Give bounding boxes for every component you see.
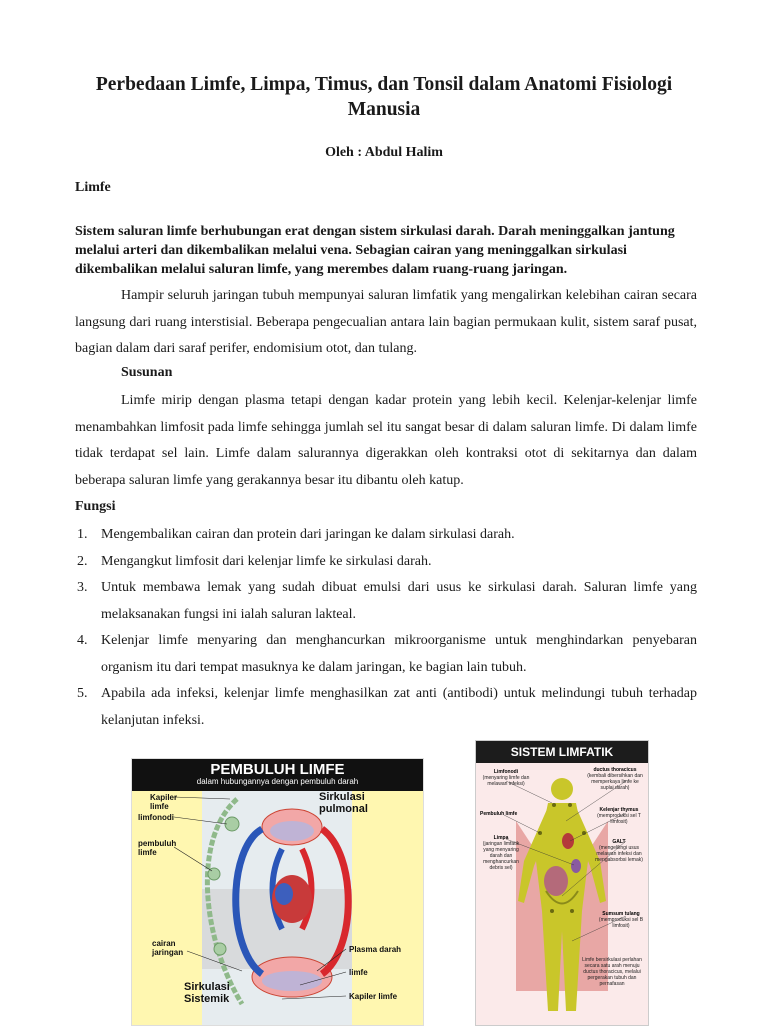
note-limpa-heading: Limpa: [493, 835, 509, 841]
label-sirkulasi-sistemik: Sirkulasi Sistemik: [184, 981, 230, 1005]
list-text: Apabila ada infeksi, kelenjar limfe menghasilkan zat anti (antibodi) untuk melindungi tubuh terhadap kelanjutan infeksi.: [101, 686, 697, 728]
figure-1-header: [132, 759, 423, 791]
list-item: [75, 681, 697, 734]
note-kelenjar-text: (memproduksi sel T limfosit): [597, 813, 641, 825]
section-heading-limfe: Limfe: [75, 180, 111, 195]
fungsi-list: [75, 522, 697, 734]
figure-1-subtitle: dalam hubungannya dengan pembuluh darah: [196, 777, 359, 786]
label-sirkulasi-pulmonal: Sirkulasi pulmonal: [319, 791, 368, 815]
document-title: Perbedaan Limfe, Limpa, Timus, dan Tonsil dalam Anatomi Fisiologi Manusia: [95, 74, 673, 120]
paragraph-jaringan: Hampir seluruh jaringan tubuh mempunyai saluran limfatik yang mengalirkan kelebihan cairan secara langsung dari ruang interstisial. Beberapa pengecualian antara lain bagian permukaan kulit, sistem saraf pusat, bagian dalam dari saraf perifer, endomisium otot, dan tulang.: [75, 288, 697, 356]
subheading-susunan: Susunan: [121, 365, 173, 380]
paragraph-susunan: Limfe mirip dengan plasma tetapi dengan kadar protein yang lebih kecil. Kelenjar-kelenjar limfe menambahkan limfosit pada limfe sehingga jumlah sel itu sangat besar di dalam saluran limfe. Di dalam limfe tidak terdapat sel lain. Limfe dalam salurannya digerakkan oleh kontraksi otot di sekitarnya dan dalam beberapa saluran limfe yang gerakannya besar itu dibantu oleh katup.: [75, 393, 697, 488]
note-ductus-heading: ductus thoracicus: [593, 767, 637, 773]
figure-pembuluh-limfe: [131, 758, 424, 1026]
note-ductus-text: (kembali dibersihkan dan memperkaya limfe ke suplai darah): [587, 773, 643, 791]
note-limpa: [480, 835, 522, 871]
note-limfonodi-heading: Limfonodi: [493, 769, 519, 775]
list-text: Mengangkut limfosit dari kelenjar limfe ke sirkulasi darah.: [101, 553, 432, 569]
list-item: [75, 549, 697, 576]
note-limfonodi: [482, 769, 530, 787]
list-text: Untuk membawa lemak yang sudah dibuat emulsi dari usus ke sirkulasi darah. Saluran limfe yang melaksanakan fungsi ini ialah saluran lakteal.: [101, 580, 697, 622]
list-number: 3.: [77, 580, 88, 595]
note-galt-text: (mengelilingi usus melawan infeksi dan mengabsorbsi lemak): [595, 845, 643, 863]
heading-fungsi: Fungsi: [75, 499, 116, 514]
list-number: 2.: [77, 553, 88, 569]
note-bottom: Limfe bersirkulasi perlahan secara satu arah menuju ductus thoracicus, melalui pergerakan tubuh dan pernafasan: [582, 957, 642, 987]
label-kapiler-limfe: Kapiler limfe: [150, 793, 178, 811]
note-sumsum-heading: Sumsum tulang: [602, 911, 640, 917]
note-pembuluh-heading: Pembuluh limfe: [480, 811, 518, 817]
list-item: [75, 575, 697, 628]
figure-1-title: PEMBULUH LIMFE: [210, 761, 345, 778]
list-item: [75, 628, 697, 681]
note-kelenjar-heading: Kelenjar thymus: [599, 807, 639, 813]
list-text: Mengembalikan cairan dan protein dari jaringan ke dalam sirkulasi darah.: [101, 527, 515, 542]
figure-sistem-limfatik: [475, 740, 649, 1026]
figure-2-title: SISTEM LIMFATIK: [476, 741, 648, 763]
list-number: 5.: [77, 686, 88, 701]
note-galt: [592, 839, 646, 863]
author-line: Oleh : Abdul Halim: [325, 145, 443, 160]
note-limpa-text: (jaringan limfatik yang menyaring darah dan menghancurkan debris sel): [482, 841, 520, 871]
label-limfe: limfe: [349, 968, 368, 977]
label-plasma-darah: Plasma darah: [349, 945, 402, 954]
note-limfonodi-text: (menyaring limfe dan melawan infeksi): [482, 775, 530, 787]
label-limfonodi: limfonodi: [138, 813, 174, 822]
note-sumsum-text: (memproduksi sel B limfosit): [598, 917, 644, 929]
note-sumsum-tulang: [596, 911, 646, 929]
label-cairan-jaringan: cairan jaringan: [152, 939, 184, 957]
note-pembuluh: [480, 811, 520, 817]
list-text: Kelenjar limfe menyaring dan menghancurkan mikroorganisme untuk menghindarkan penyebaran organism itu dari tempat masuknya ke dalam jaringan, ke bagian lain tubuh.: [101, 633, 697, 675]
intro-paragraph: Sistem saluran limfe berhubungan erat dengan sistem sirkulasi darah. Darah meninggalkan jantung melalui arteri dan dikembalikan melalui vena. Sebagian cairan yang meninggalkan sirkulasi dikembalikan melalui saluran limfe, yang merembes dalam ruang-ruang jaringan.: [75, 224, 675, 277]
label-kapiler-limfe-bottom: Kapiler limfe: [349, 992, 398, 1001]
list-item: [75, 522, 697, 549]
note-kelenjar-thymus: [594, 807, 644, 825]
list-number: 4.: [77, 633, 88, 648]
note-ductus: [586, 767, 644, 791]
label-pembuluh-limfe: pembuluh limfe: [138, 839, 177, 857]
note-galt-heading: GALT: [612, 839, 626, 845]
list-number: 1.: [77, 527, 88, 542]
